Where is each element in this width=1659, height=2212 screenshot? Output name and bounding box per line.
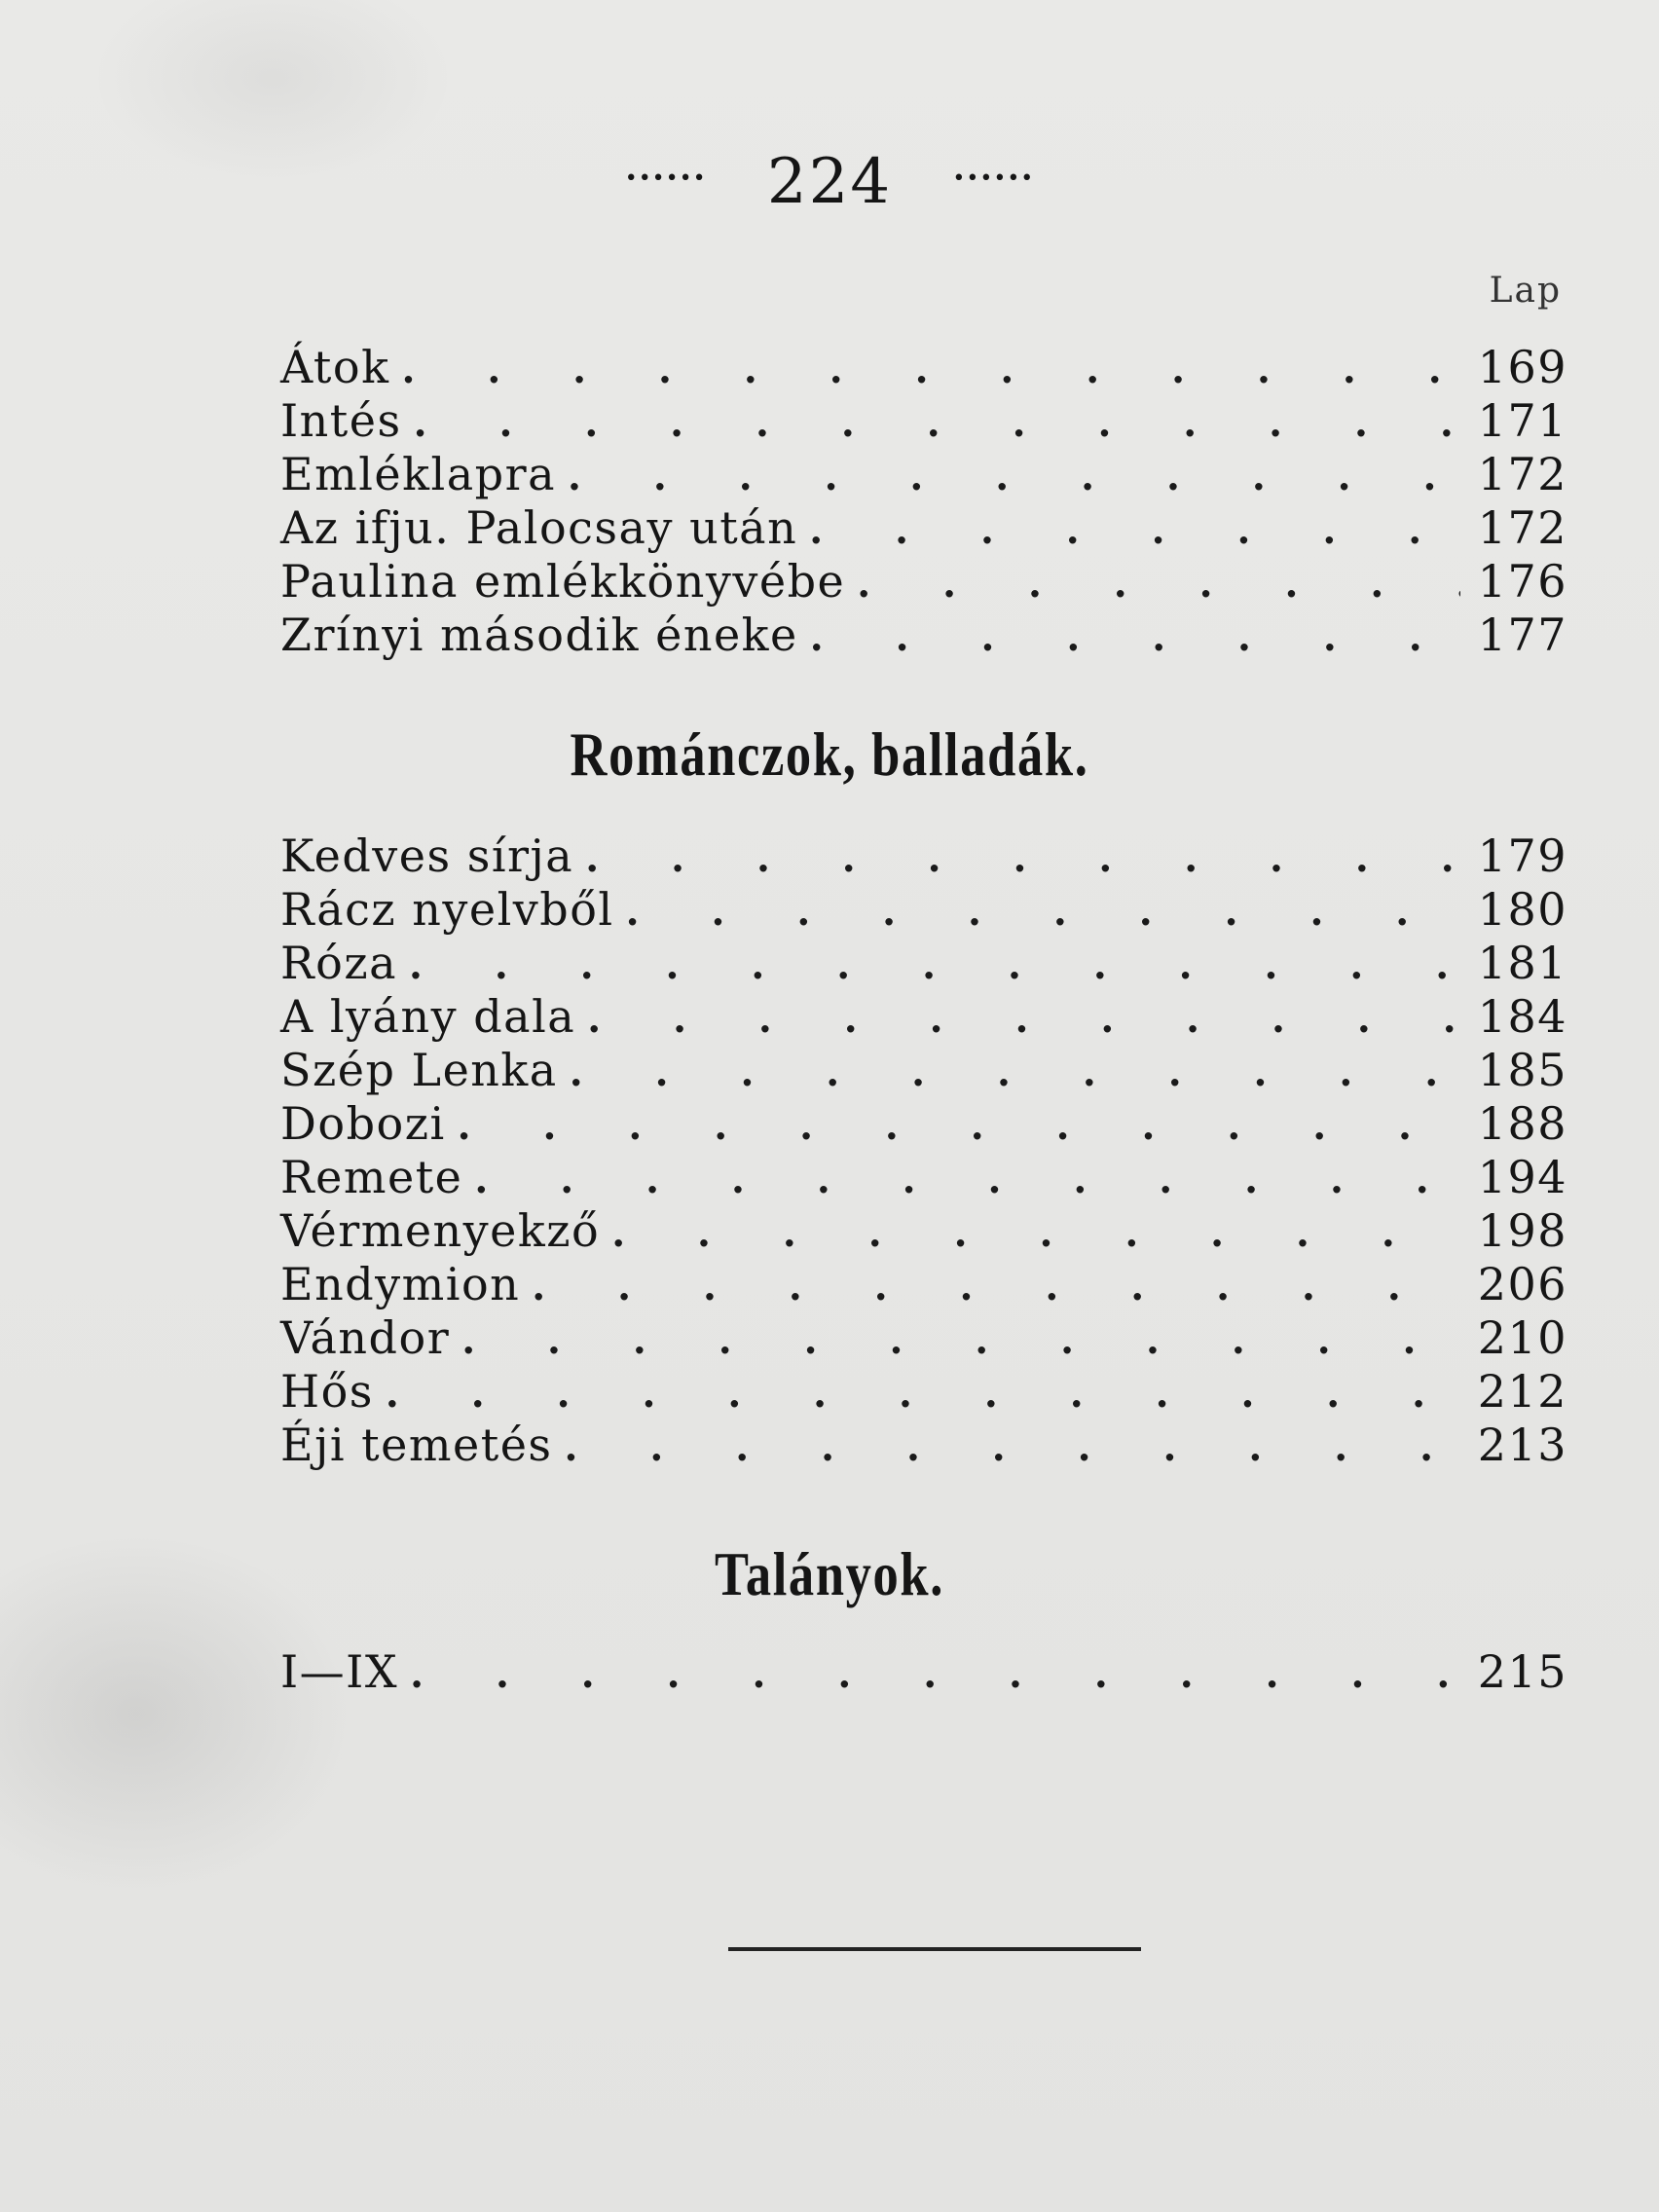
dot-leader — [532, 1258, 1460, 1313]
toc-section-3 — [280, 1645, 1567, 1699]
toc-entry — [280, 937, 1567, 990]
dot-leader — [585, 830, 1460, 885]
dot-leader — [626, 883, 1460, 939]
toc-entry-page: 206 — [1477, 1258, 1567, 1310]
closing-rule — [728, 1947, 1141, 1951]
page-column-label: Lap — [1489, 271, 1562, 311]
dot-leader — [611, 1204, 1460, 1260]
toc-entry-page: 210 — [1477, 1311, 1567, 1364]
toc-entry-title: Vérmenyekző — [280, 1204, 601, 1257]
toc-entry-title: Róza — [280, 937, 397, 989]
dot-leader — [401, 341, 1460, 396]
ornament-left: •••••• — [624, 166, 707, 191]
toc-entry-title: Rácz nyelvből — [280, 883, 614, 936]
toc-entry-title: Dobozi — [280, 1097, 446, 1150]
toc-entry-title: Emléklapra — [280, 448, 557, 500]
dot-leader — [414, 394, 1460, 450]
toc-entry-page: 212 — [1477, 1365, 1567, 1418]
toc-entry — [280, 830, 1567, 883]
dot-leader — [458, 1097, 1460, 1153]
toc-entry-page: 194 — [1477, 1151, 1567, 1203]
toc-entry-page: 171 — [1477, 394, 1567, 447]
dot-leader — [568, 448, 1460, 503]
toc-entry — [280, 1258, 1567, 1311]
toc-entry — [280, 341, 1567, 394]
toc-entry-title: Átok — [280, 341, 390, 393]
toc-entry-title: Hős — [280, 1365, 374, 1418]
page-header — [0, 146, 1659, 218]
toc-entry-page: 179 — [1477, 830, 1567, 882]
toc-entry-page: 172 — [1477, 501, 1567, 554]
toc-section-1 — [280, 341, 1567, 662]
dot-leader — [386, 1365, 1460, 1420]
toc-entry-title: Kedves sírja — [280, 830, 574, 882]
toc-entry-title: Endymion — [280, 1258, 521, 1310]
toc-entry-title: Az ifju. Palocsay után — [280, 501, 798, 554]
toc-entry-title: Zrínyi második éneke — [280, 608, 798, 661]
toc-entry-title: Szép Lenka — [280, 1044, 558, 1096]
section-heading-riddles: Talányok. — [715, 1539, 944, 1608]
toc-entry-page: 180 — [1477, 883, 1567, 936]
toc-entry-title: Intés — [280, 394, 402, 447]
dot-leader — [461, 1311, 1460, 1367]
toc-entry — [280, 1151, 1567, 1204]
toc-entry — [280, 501, 1567, 555]
toc-entry-page: 172 — [1477, 448, 1567, 500]
toc-entry — [280, 1645, 1567, 1699]
toc-entry-page: 215 — [1477, 1645, 1567, 1698]
toc-entry — [280, 1365, 1567, 1419]
toc-entry — [280, 394, 1567, 448]
page-number: 224 — [766, 146, 893, 218]
dot-leader — [810, 608, 1460, 664]
toc-entry-page: 176 — [1477, 555, 1567, 608]
toc-entry — [280, 1204, 1567, 1258]
toc-entry-page: 181 — [1477, 937, 1567, 989]
dot-leader — [474, 1151, 1460, 1206]
toc-entry-page: 177 — [1477, 608, 1567, 661]
toc-entry-title: Éji temetés — [280, 1419, 553, 1471]
toc-entry — [280, 883, 1567, 937]
toc-entry — [280, 448, 1567, 501]
toc-entry-page: 169 — [1477, 341, 1567, 393]
dot-leader — [570, 1044, 1460, 1099]
toc-entry-title: Remete — [280, 1151, 463, 1203]
toc-entry — [280, 1419, 1567, 1472]
dot-leader — [565, 1419, 1460, 1474]
toc-entry-page: 198 — [1477, 1204, 1567, 1257]
dot-leader — [410, 1645, 1460, 1701]
toc-entry-page: 188 — [1477, 1097, 1567, 1150]
toc-entry — [280, 608, 1567, 662]
toc-entry — [280, 1311, 1567, 1365]
dot-leader — [587, 990, 1460, 1046]
section-heading-romances: Románczok, balladák. — [570, 719, 1089, 789]
dot-leader — [857, 555, 1460, 610]
toc-entry-title: I—IX — [280, 1645, 399, 1698]
toc-entry — [280, 990, 1567, 1044]
ornament-right: •••••• — [952, 166, 1035, 191]
toc-entry — [280, 1097, 1567, 1151]
toc-entry-title: Paulina emlékkönyvébe — [280, 555, 846, 608]
toc-entry-page: 185 — [1477, 1044, 1567, 1096]
toc-entry — [280, 555, 1567, 608]
toc-entry — [280, 1044, 1567, 1097]
toc-entry-title: Vándor — [280, 1311, 451, 1364]
toc-entry-page: 184 — [1477, 990, 1567, 1043]
dot-leader — [809, 501, 1460, 557]
toc-entry-title: A lyány dala — [280, 990, 576, 1043]
dot-leader — [409, 937, 1460, 992]
toc-section-2 — [280, 830, 1567, 1472]
toc-entry-page: 213 — [1477, 1419, 1567, 1471]
